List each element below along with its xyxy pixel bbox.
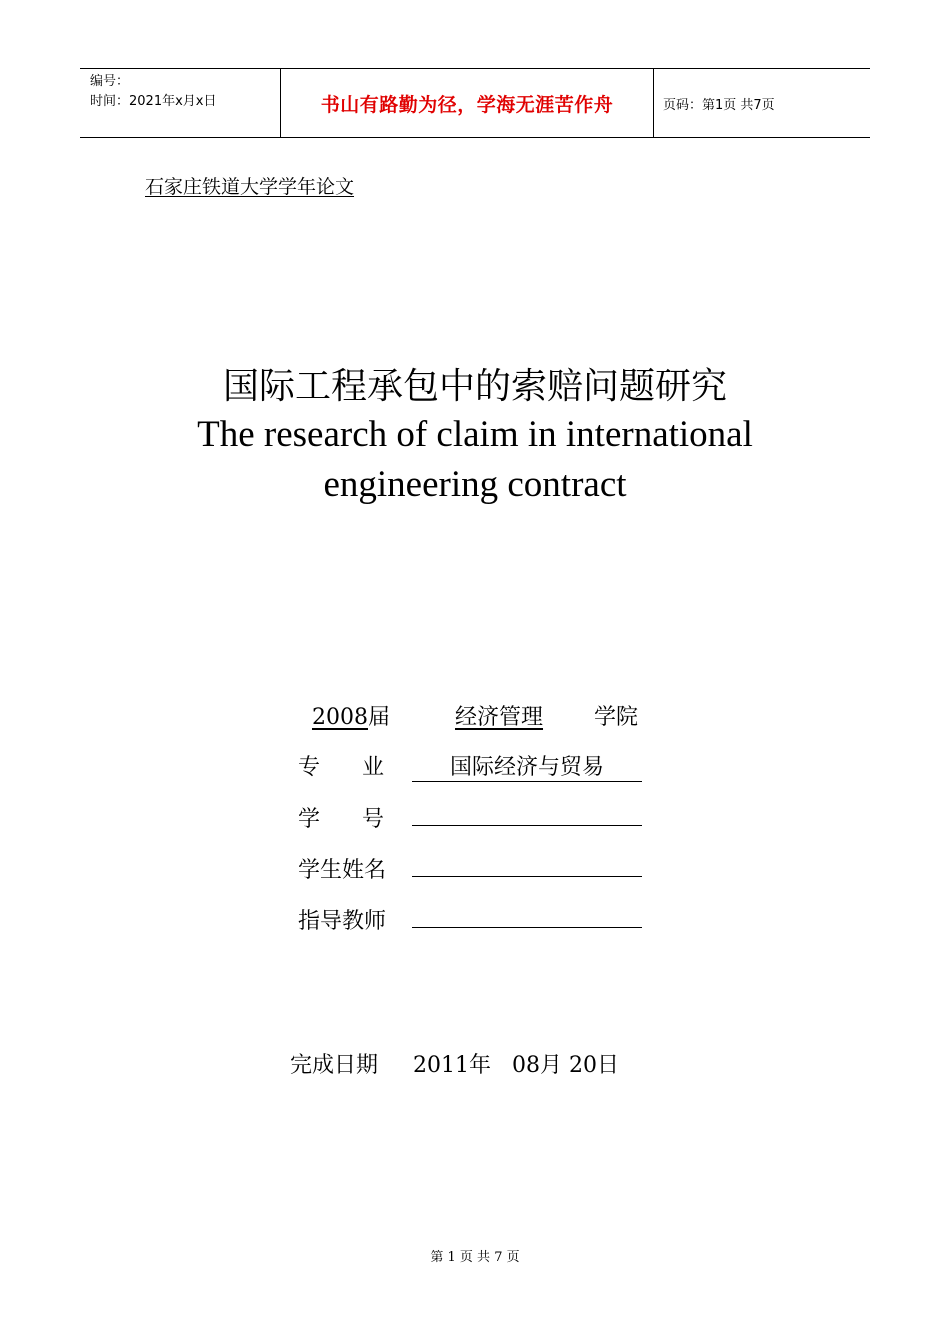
completion-day: 20日 [568, 1053, 619, 1078]
completion-month: 08月 [511, 1053, 562, 1078]
student-id-blank [412, 803, 642, 826]
major-value: 国际经济与贸易 [412, 750, 642, 782]
college-name: 经济管理 [455, 705, 544, 730]
header-left-cell [80, 69, 281, 137]
major-label: 专 业 [298, 755, 384, 780]
motto-text: 书山有路勤为径，学海无涯苦作舟 [320, 93, 614, 116]
page-header [80, 68, 870, 138]
title-chinese: 国际工程承包中的索赔问题研究 [222, 366, 727, 407]
completion-label: 完成日期 [290, 1053, 379, 1078]
page-info: 页码：第1页 共7页 [663, 97, 775, 113]
student-name-label: 学生姓名 [298, 858, 387, 883]
title-english [0, 410, 950, 510]
completion-date [290, 1048, 619, 1079]
completion-year: 2011年 [412, 1053, 491, 1078]
advisor-row [298, 904, 642, 935]
advisor-label: 指导教师 [298, 909, 387, 934]
page-footer: 第 1 页 共 7 页 [430, 1250, 520, 1265]
school-line: 石家庄铁道大学学年论文 [145, 176, 355, 198]
college-row [312, 700, 638, 731]
time-text: 时间：2021年x月x日 [90, 94, 217, 109]
class-suffix: 届 [368, 705, 391, 730]
student-id-label: 学 号 [298, 807, 384, 832]
serial-label: 编号： [90, 74, 130, 89]
header-page-cell [654, 69, 870, 137]
title-english-line-2: engineering contract [323, 464, 627, 505]
header-motto-cell [281, 69, 654, 137]
major-row [298, 750, 642, 782]
student-name-blank [412, 854, 642, 877]
college-suffix: 学院 [594, 705, 639, 730]
advisor-blank [412, 905, 642, 928]
title-english-line-1: The research of claim in international [197, 414, 753, 455]
student-name-row [298, 853, 642, 884]
class-year: 2008 [312, 705, 368, 730]
student-id-row [298, 802, 642, 833]
